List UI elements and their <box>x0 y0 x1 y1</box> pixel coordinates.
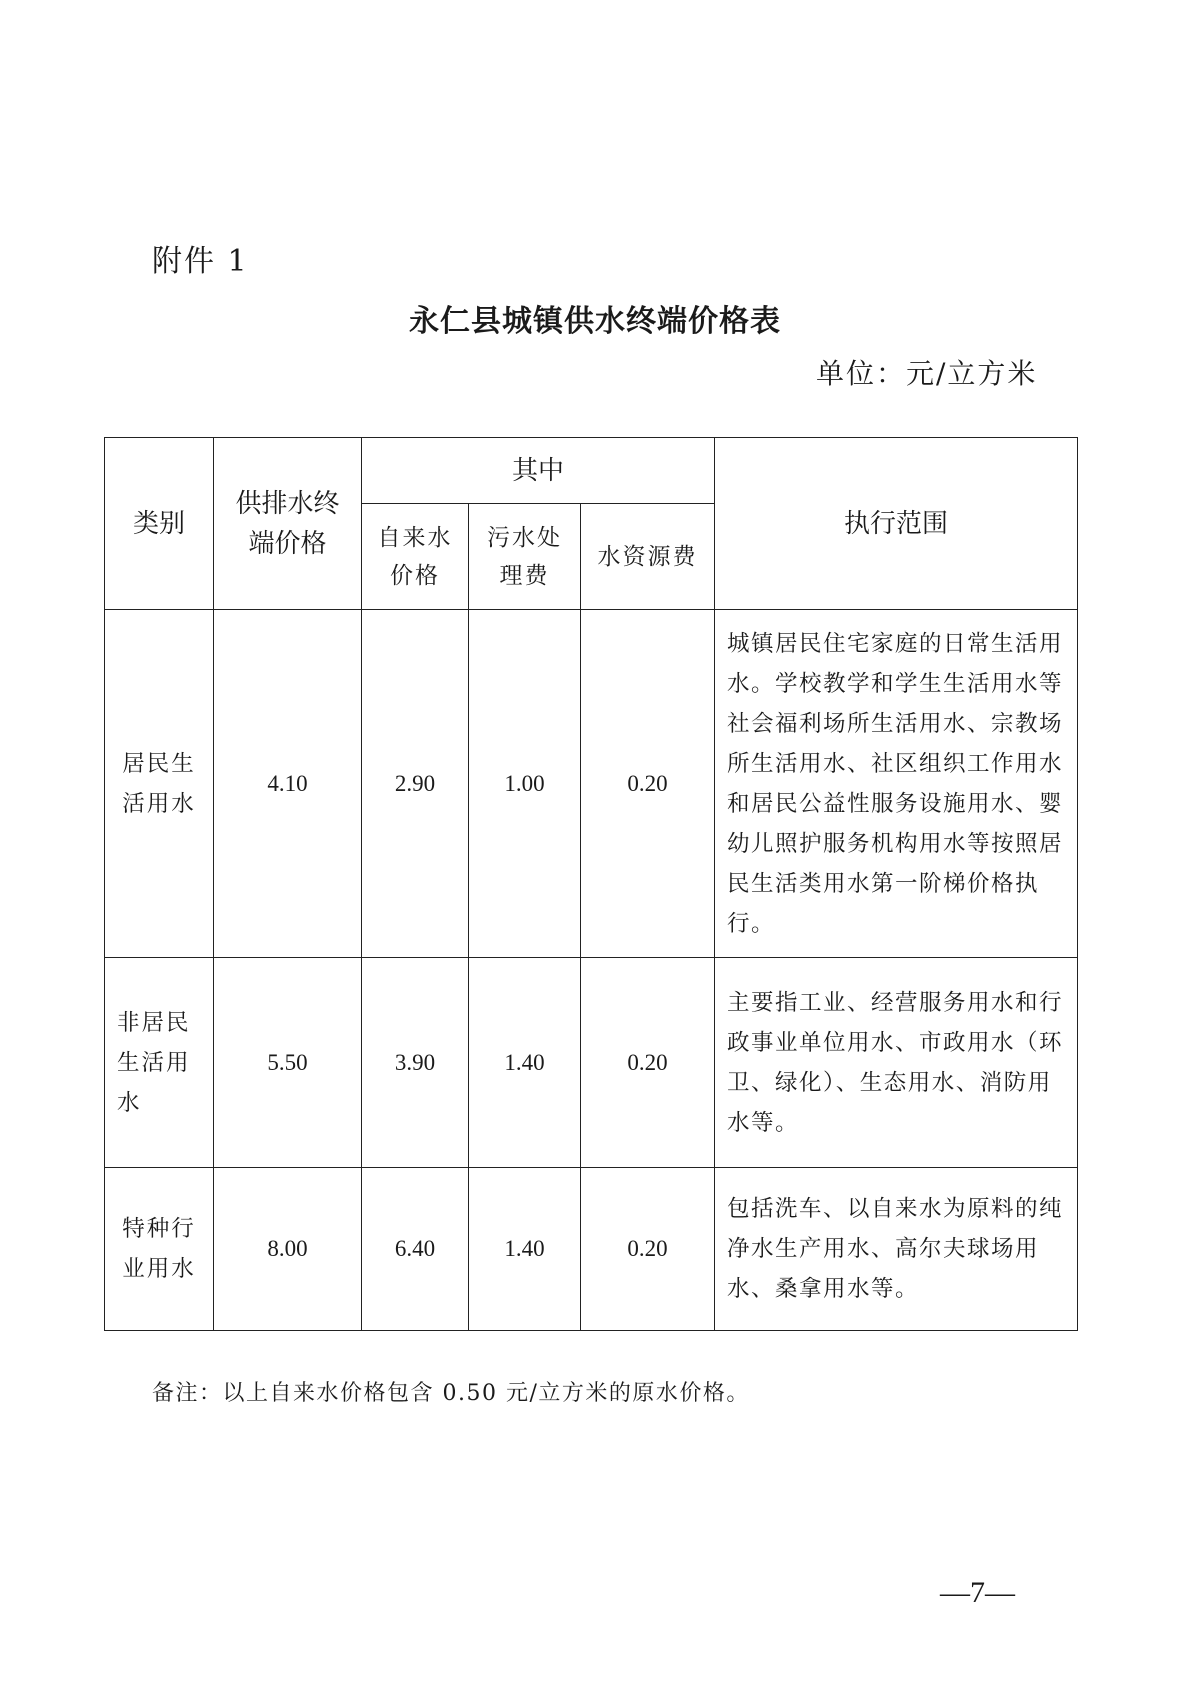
row-sewage: 1.40 <box>469 1168 581 1331</box>
header-row-top <box>105 438 1078 504</box>
row-category: 非居民生活用水 <box>105 958 214 1168</box>
row-scope: 城镇居民住宅家庭的日常生活用水。学校教学和学生生活用水等社会福利场所生活用水、宗教场所生活用水、社区组织工作用水和居民公益性服务设施用水、婴幼儿照护服务机构用水等按照居民生活类用水第一阶梯价格执行。 <box>715 610 1078 958</box>
row-sewage: 1.00 <box>469 610 581 958</box>
row-water-resource: 0.20 <box>581 1168 715 1331</box>
row-water-resource: 0.20 <box>581 958 715 1168</box>
header-terminal-price: 供排水终端价格 <box>214 438 362 610</box>
row-tap-water: 2.90 <box>362 610 469 958</box>
header-tap-water: 自来水价格 <box>362 504 469 610</box>
row-terminal-price: 5.50 <box>214 958 362 1168</box>
row-category: 特种行业用水 <box>105 1168 214 1331</box>
row-terminal-price: 4.10 <box>214 610 362 958</box>
page-number: —7— <box>940 1576 1015 1609</box>
row-tap-water: 3.90 <box>362 958 469 1168</box>
row-tap-water: 6.40 <box>362 1168 469 1331</box>
header-sewage: 污水处理费 <box>469 504 581 610</box>
price-table <box>104 437 1078 1331</box>
table-row <box>105 610 1078 958</box>
row-sewage: 1.40 <box>469 958 581 1168</box>
table-row <box>105 1168 1078 1331</box>
header-water-resource: 水资源费 <box>581 504 715 610</box>
page-title: 永仁县城镇供水终端价格表 <box>409 304 781 339</box>
row-scope: 包括洗车、以自来水为原料的纯净水生产用水、高尔夫球场用水、桑拿用水等。 <box>715 1168 1078 1331</box>
header-of-which: 其中 <box>362 438 715 504</box>
row-terminal-price: 8.00 <box>214 1168 362 1331</box>
header-scope: 执行范围 <box>715 438 1078 610</box>
attachment-label: 附件 1 <box>152 244 249 279</box>
row-scope: 主要指工业、经营服务用水和行政事业单位用水、市政用水（环卫、绿化）、生态用水、消防用水等。 <box>715 958 1078 1168</box>
row-category: 居民生活用水 <box>105 610 214 958</box>
table-row <box>105 958 1078 1168</box>
unit-label: 单位：元/立方米 <box>816 357 1038 390</box>
footnote: 备注：以上自来水价格包含 0.50 元/立方米的原水价格。 <box>152 1381 750 1406</box>
row-water-resource: 0.20 <box>581 610 715 958</box>
header-category: 类别 <box>105 438 214 610</box>
